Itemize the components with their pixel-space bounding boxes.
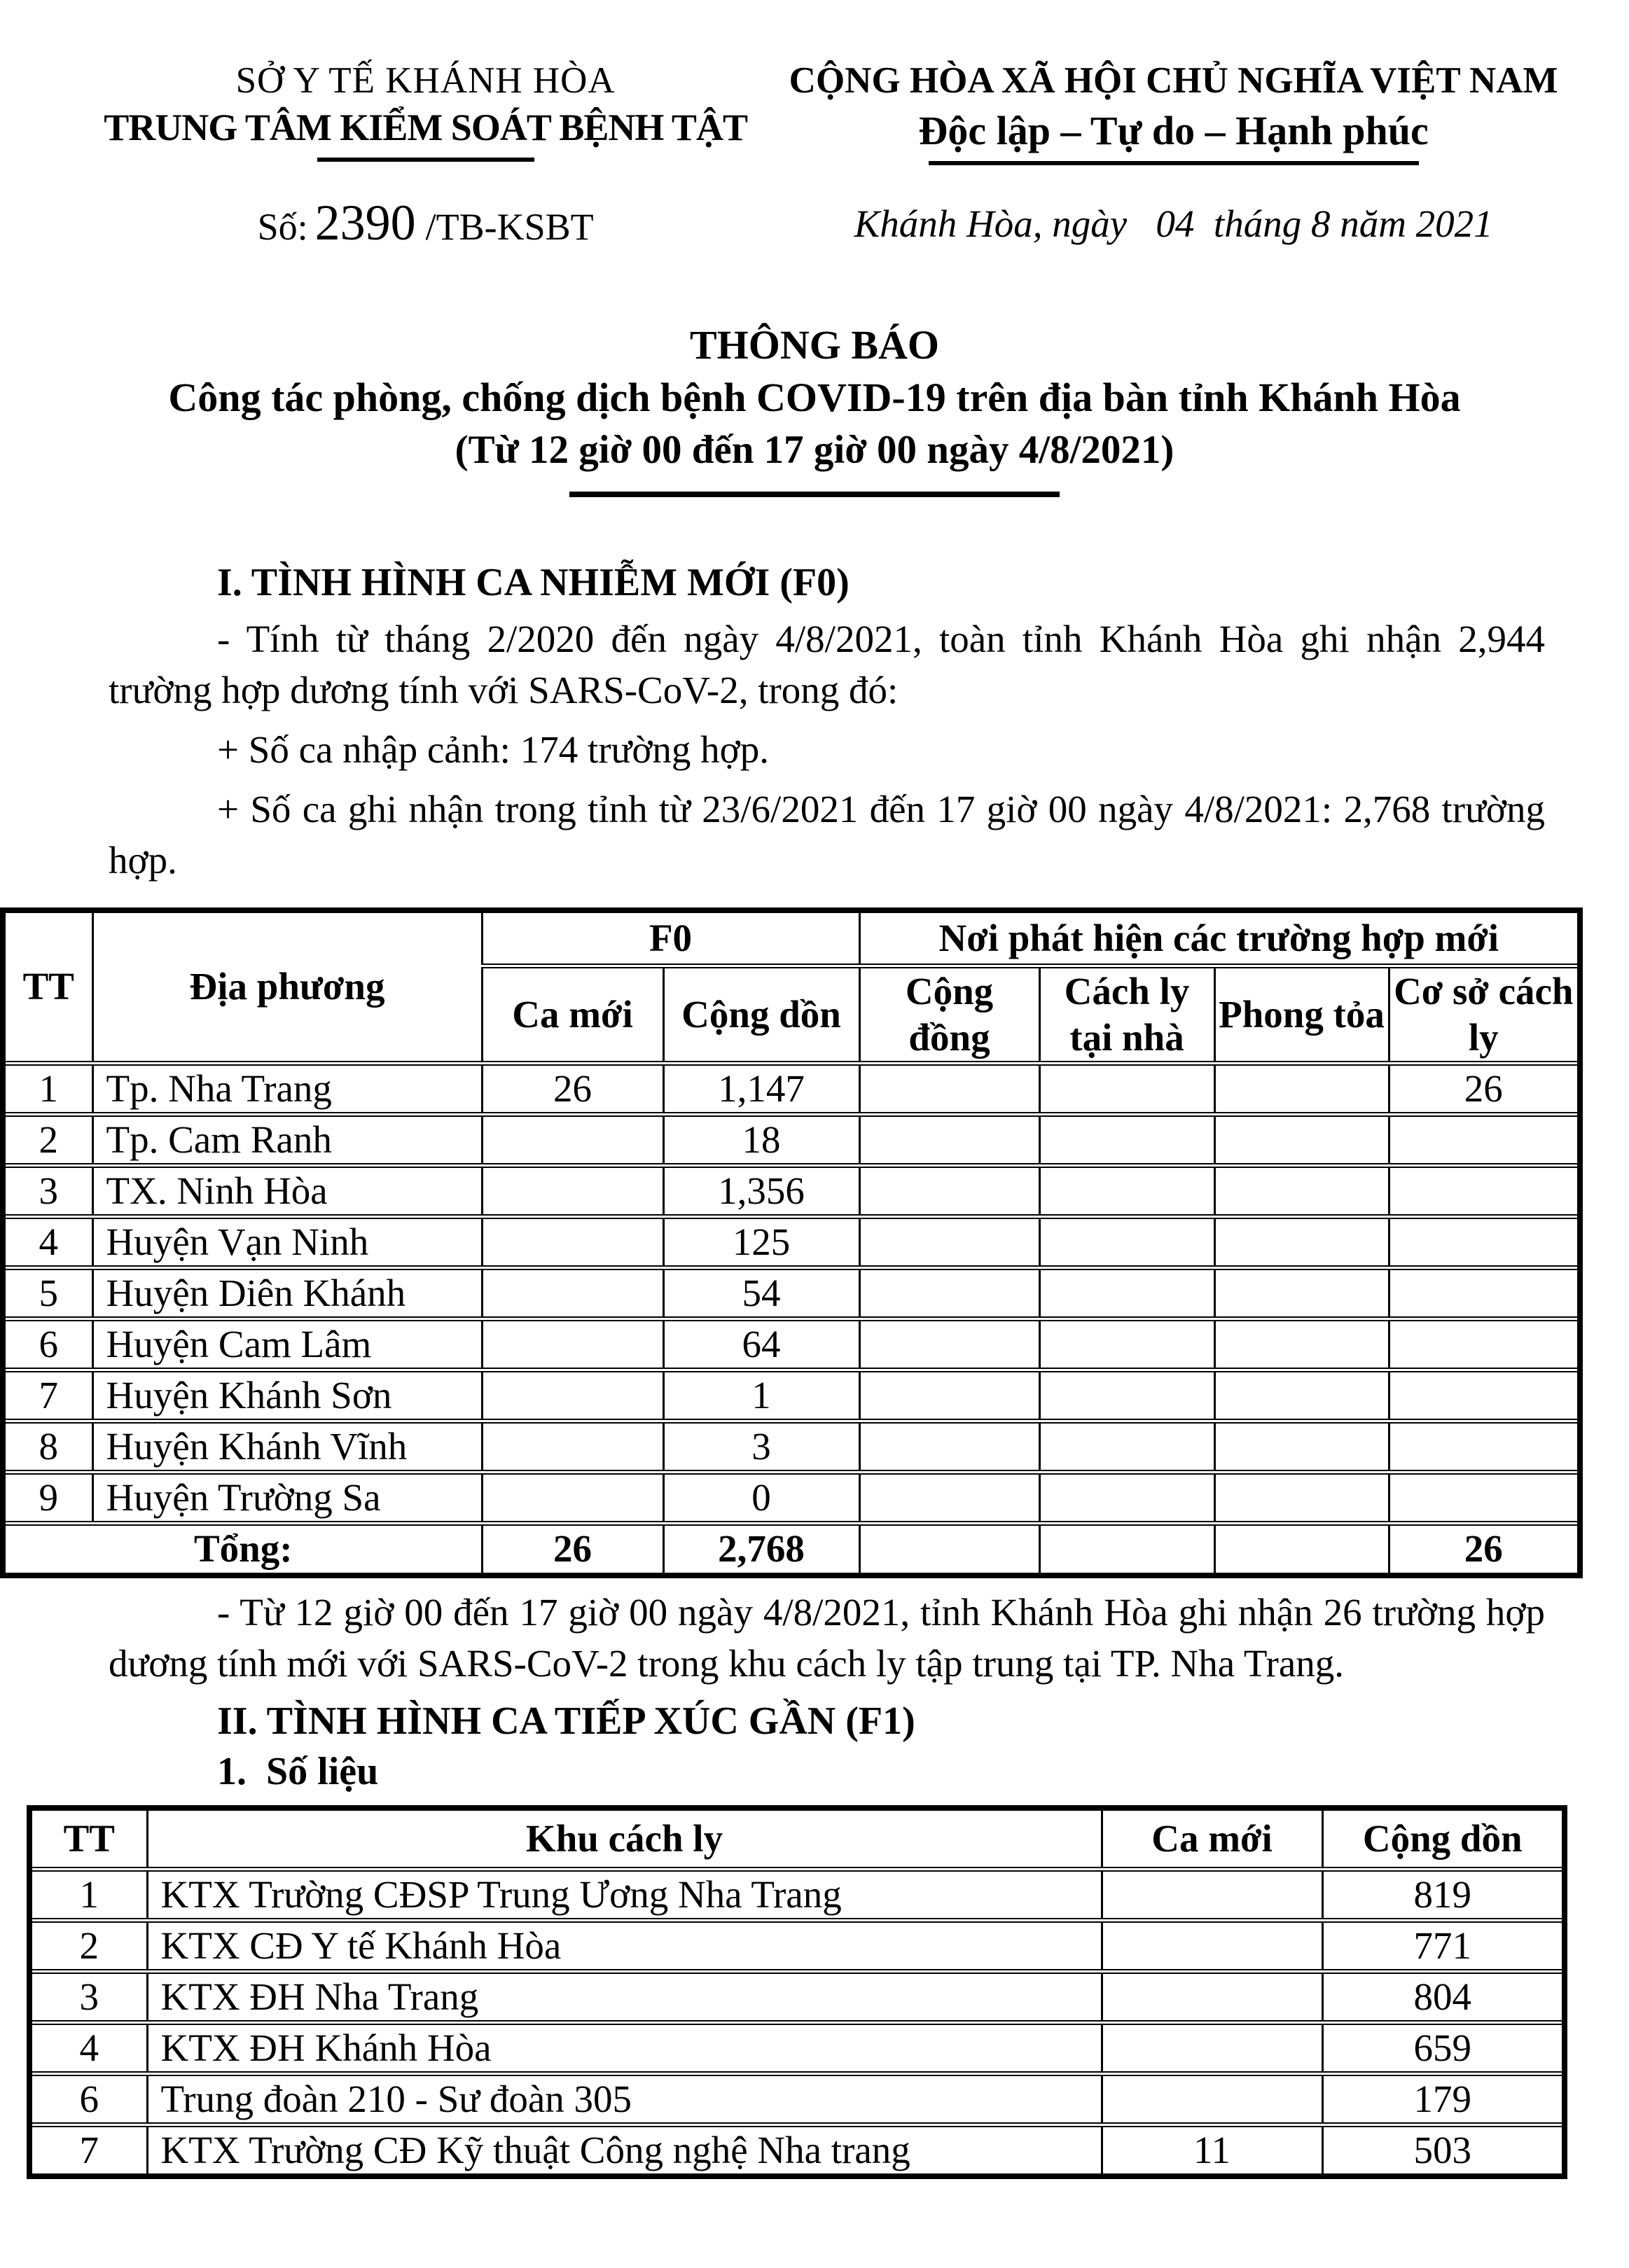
cell-dia-phuong: Huyện Diên Khánh [92,1268,482,1319]
col-group-f0: F0 [482,910,859,966]
cell-khu-cach-ly: KTX ĐH Khánh Hòa [147,2023,1102,2074]
cell-ca-moi [482,1217,663,1268]
f0-total-row [3,1524,1580,1575]
total-label: Tổng: [3,1524,482,1575]
cell-co-so-cach-ly [1389,1421,1580,1473]
section-f0 [0,560,1629,886]
table-row [29,1921,1565,1972]
total-co-so-cach-ly: 26 [1389,1524,1580,1575]
f0-table-footer [3,1524,1580,1575]
col-header-cong-don: Cộng dồn [663,966,859,1064]
cell-cach-ly-tai-nha [1039,1421,1214,1473]
cell-cong-dong [859,1370,1039,1421]
cell-cong-dong [859,1421,1039,1473]
cell-tt: 9 [3,1473,92,1524]
f1-table-header [29,1808,1565,1870]
cell-cong-don: 771 [1322,1921,1565,1972]
cell-khu-cach-ly: KTX Trường CĐ Kỹ thuật Công nghệ Nha trang [147,2125,1102,2177]
cell-co-so-cach-ly [1389,1217,1580,1268]
cell-cach-ly-tai-nha [1039,1064,1214,1115]
cell-co-so-cach-ly [1389,1370,1580,1421]
cell-phong-toa [1214,1319,1389,1370]
total-cong-don: 2,768 [663,1524,859,1575]
cell-cong-don: 1 [663,1370,859,1421]
cell-cong-don: 819 [1322,1870,1565,1921]
cell-co-so-cach-ly [1389,1319,1580,1370]
cell-ca-moi [482,1370,663,1421]
section-f1-subheading: 1. Số liệu [217,1749,379,1793]
document-subtitle: Công tác phòng, chống dịch bệnh COVID-19 trên địa bàn tỉnh Khánh Hòa [168,375,1461,421]
cell-cong-dong [859,1319,1039,1370]
document-number-value: 2390 [314,195,416,251]
cell-tt: 7 [29,2125,147,2177]
table-row [29,1870,1565,1921]
parent-org-name: SỞ Y TẾ KHÁNH HÒA [235,60,616,101]
col-header-ca-moi: Ca mới [482,966,663,1064]
table-row [29,2125,1565,2177]
cell-dia-phuong: Huyện Vạn Ninh [92,1217,482,1268]
cell-tt: 7 [3,1370,92,1421]
cell-ca-moi [482,1115,663,1166]
org-underline [317,158,534,162]
cell-cong-dong [859,1115,1039,1166]
section-f0-heading: I. TÌNH HÌNH CA NHIỄM MỚI (F0) [217,560,850,604]
cell-cong-dong [859,1064,1039,1115]
cell-ca-moi [482,1166,663,1217]
col-header-cong-dong: Cộng đồng [859,966,1039,1064]
cell-cong-dong [859,1473,1039,1524]
f1-quarantine-table [27,1805,1567,2180]
cell-dia-phuong: Huyện Khánh Sơn [92,1370,482,1421]
table-row [3,1370,1580,1421]
cell-cong-don: 64 [663,1319,859,1370]
cell-ca-moi [1102,1870,1322,1921]
cell-cong-don: 1,147 [663,1064,859,1115]
table-row [3,1064,1580,1115]
col-header-co-so-cach-ly: Cơ sở cách ly [1389,966,1580,1064]
cell-cach-ly-tai-nha [1039,1115,1214,1166]
cell-dia-phuong: TX. Ninh Hòa [92,1166,482,1217]
document-number [67,194,784,252]
table-row [3,1166,1580,1217]
cell-cach-ly-tai-nha [1039,1166,1214,1217]
cell-cach-ly-tai-nha [1039,1370,1214,1421]
cell-cong-don: 659 [1322,2023,1565,2074]
cell-cong-don: 0 [663,1473,859,1524]
cell-tt: 2 [3,1115,92,1166]
cell-cong-don: 3 [663,1421,859,1473]
table-row [29,1972,1565,2023]
cell-khu-cach-ly: Trung đoàn 210 - Sư đoàn 305 [147,2074,1102,2125]
document-header [0,0,1629,252]
col-header-khu-cach-ly: Khu cách ly [147,1808,1102,1870]
paragraph-after-f0-table: - Từ 12 giờ 00 đến 17 giờ 00 ngày 4/8/2021, tỉnh Khánh Hòa ghi nhận 26 trường hợp dương tính mới với SARS-CoV-2 trong khu cách ly tập trung tại TP. Nha Trang. [109,1590,1545,1685]
cell-tt: 1 [29,1870,147,1921]
cell-cong-don: 503 [1322,2125,1565,2177]
cell-dia-phuong: Huyện Cam Lâm [92,1319,482,1370]
cell-tt: 5 [3,1268,92,1319]
col-group-noi-phat-hien: Nơi phát hiện các trường hợp mới [859,910,1580,966]
paragraph-imported-cases: + Số ca nhập cảnh: 174 trường hợp. [217,728,770,772]
cell-ca-moi [482,1268,663,1319]
title-underline [569,492,1060,497]
cell-cong-dong [859,1268,1039,1319]
cell-cong-don: 54 [663,1268,859,1319]
total-ca-moi: 26 [482,1524,663,1575]
cell-khu-cach-ly: KTX ĐH Nha Trang [147,1972,1102,2023]
national-name: CỘNG HÒA XÃ HỘI CHỦ NGHĨA VIỆT NAM [789,60,1558,101]
f0-table-header [3,910,1580,1064]
table-row [29,2023,1565,2074]
document-time-range: (Từ 12 giờ 00 đến 17 giờ 00 ngày 4/8/2021) [455,427,1174,472]
cell-cong-dong [859,1217,1039,1268]
col-header-tt: TT [29,1808,147,1870]
cell-co-so-cach-ly [1389,1473,1580,1524]
cell-ca-moi [1102,1921,1322,1972]
document-title-block [0,319,1629,497]
paragraph-local-cases: + Số ca ghi nhận trong tỉnh từ 23/6/2021 đến 17 giờ 00 ngày 4/8/2021: 2,768 trường hợp. [109,788,1545,882]
cell-tt: 4 [3,1217,92,1268]
cell-ca-moi [1102,2074,1322,2125]
cell-khu-cach-ly: KTX CĐ Y tế Khánh Hòa [147,1921,1102,1972]
cell-phong-toa [1214,1268,1389,1319]
cell-ca-moi [482,1421,663,1473]
table-row [3,1217,1580,1268]
motto-underline [929,161,1419,165]
f1-table-body [29,1870,1565,2177]
col-header-cong-don: Cộng dồn [1322,1808,1565,1870]
f0-by-locality-table [0,907,1583,1578]
cell-co-so-cach-ly: 26 [1389,1064,1580,1115]
cell-co-so-cach-ly [1389,1115,1580,1166]
cell-khu-cach-ly: KTX Trường CĐSP Trung Ương Nha Trang [147,1870,1102,1921]
cell-cong-don: 804 [1322,1972,1565,2023]
national-header-block [784,60,1562,252]
cell-tt: 3 [29,1972,147,2023]
cell-phong-toa [1214,1217,1389,1268]
cell-ca-moi [1102,1972,1322,2023]
cell-tt: 8 [3,1421,92,1473]
cell-cach-ly-tai-nha [1039,1268,1214,1319]
col-header-cach-ly-tai-nha: Cách ly tại nhà [1039,966,1214,1064]
cell-tt: 6 [3,1319,92,1370]
cell-ca-moi [1102,2023,1322,2074]
cell-dia-phuong: Tp. Nha Trang [92,1064,482,1115]
f0-table-body [3,1064,1580,1524]
col-header-phong-toa: Phong tỏa [1214,966,1389,1064]
cell-phong-toa [1214,1473,1389,1524]
table-row [29,2074,1565,2125]
cell-ca-moi [482,1319,663,1370]
total-cach-ly-tai-nha [1039,1524,1214,1575]
cell-tt: 6 [29,2074,147,2125]
total-phong-toa [1214,1524,1389,1575]
cell-tt: 2 [29,1921,147,1972]
cell-cong-don: 179 [1322,2074,1565,2125]
issuing-org-name: TRUNG TÂM KIỂM SOÁT BỆNH TẬT [104,106,747,148]
cell-tt: 3 [3,1166,92,1217]
cell-cong-don: 125 [663,1217,859,1268]
cell-cach-ly-tai-nha [1039,1473,1214,1524]
cell-cach-ly-tai-nha [1039,1319,1214,1370]
document-number-label: Số: [257,206,308,248]
document-title: THÔNG BÁO [689,322,940,368]
place-and-date: Khánh Hòa, ngày 04 tháng 8 năm 2021 [854,202,1493,245]
col-header-tt: TT [3,910,92,1064]
cell-phong-toa [1214,1115,1389,1166]
cell-ca-moi: 26 [482,1064,663,1115]
national-motto: Độc lập – Tự do – Hạnh phúc [918,108,1429,153]
table-row [3,1421,1580,1473]
cell-cach-ly-tai-nha [1039,1217,1214,1268]
cell-tt: 4 [29,2023,147,2074]
col-header-ca-moi: Ca mới [1102,1808,1322,1870]
issuing-org-block [67,60,784,252]
cell-phong-toa [1214,1166,1389,1217]
cell-cong-dong [859,1166,1039,1217]
cell-cong-don: 1,356 [663,1166,859,1217]
cell-phong-toa [1214,1064,1389,1115]
paragraph-total-cases: - Tính từ tháng 2/2020 đến ngày 4/8/2021, toàn tỉnh Khánh Hòa ghi nhận 2,944 trường hợp dương tính với SARS-CoV-2, trong đó: [109,617,1545,712]
table-row [3,1115,1580,1166]
cell-ca-moi [482,1473,663,1524]
table-row [3,1473,1580,1524]
cell-dia-phuong: Huyện Trường Sa [92,1473,482,1524]
cell-dia-phuong: Tp. Cam Ranh [92,1115,482,1166]
table-row [3,1268,1580,1319]
total-cong-dong [859,1524,1039,1575]
cell-cong-don: 18 [663,1115,859,1166]
cell-co-so-cach-ly [1389,1166,1580,1217]
document-number-suffix: /TB-KSBT [425,206,594,248]
cell-phong-toa [1214,1421,1389,1473]
section-f1-heading: II. TÌNH HÌNH CA TIẾP XÚC GẦN (F1) [217,1699,915,1743]
cell-dia-phuong: Huyện Khánh Vĩnh [92,1421,482,1473]
cell-tt: 1 [3,1064,92,1115]
cell-co-so-cach-ly [1389,1268,1580,1319]
cell-ca-moi: 11 [1102,2125,1322,2177]
table-row [3,1319,1580,1370]
cell-phong-toa [1214,1370,1389,1421]
col-header-dia-phuong: Địa phương [92,910,482,1064]
section-f1 [0,1587,1629,1794]
